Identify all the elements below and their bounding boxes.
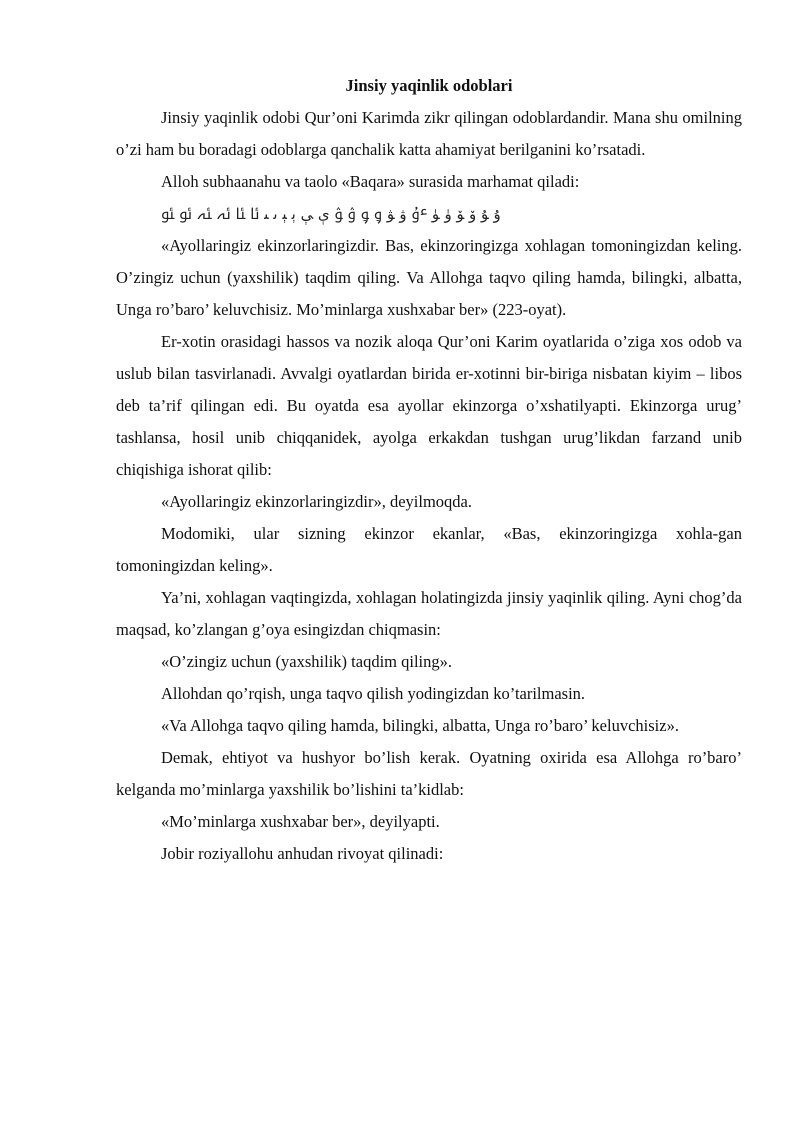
paragraph: Demak, ehtiyot va hushyor bo’lish kerak. Oyatning oxirida esa Allohga ro’baro’ kelganda mo’minlarga yaxshilik bo’lishini ta’kidlab: bbox=[116, 748, 742, 799]
paragraph: Jobir roziyallohu anhudan rivoyat qilinadi: bbox=[161, 844, 444, 863]
paragraph: Modomiki, ular sizning ekinzor ekanlar, «Bas, ekinzoringizga xohla-gan tomoningizdan keling». bbox=[116, 524, 742, 575]
paragraph: Alloh subhaanahu va taolo «Baqara» surasida marhamat qiladi: bbox=[161, 172, 580, 191]
paragraph: Allohdan qo’rqish, unga taqvo qilish yodingizdan ko’tarilmasin. bbox=[161, 684, 586, 703]
document-page bbox=[116, 70, 742, 870]
paragraph: Jinsiy yaqinlik odobi Qur’oni Karimda zikr qilingan odoblardandir. Mana shu omilning o’zi ham bu boradagi odoblarga qanchalik katta ahamiyat berilganini ko’rsatadi. bbox=[116, 108, 742, 159]
paragraph: «Ayollaringiz ekinzorlaringizdir. Bas, ekinzoringizga xohlagan tomoningizdan keling. O’zingiz uchun (yaxshilik) taqdim qiling. Va Allohga taqvo qiling hamda, bilingki, albatta, Unga ro’baro’ keluvchisiz. Mo’minlarga xushxabar ber» (223-oyat). bbox=[116, 236, 742, 319]
paragraph: «Mo’minlarga xushxabar ber», deyilyapti. bbox=[161, 812, 440, 831]
paragraph: «O’zingiz uchun (yaxshilik) taqdim qiling». bbox=[161, 652, 452, 671]
paragraph: «Va Allohga taqvo qiling hamda, bilingki, albatta, Unga ro’baro’ keluvchisiz». bbox=[161, 716, 679, 735]
quran-verse-arabic: ﯗ ﯘ ﯙ ﯚ ﯛ ﯜ ﯝ ﯞ ﯟ ﯠ ﯡ ﯢ ﯣ ﯤ ﯥ ﯦ ﯧ ﯨ ﯩ ﯪ ﯫ ﯬ ﯭ ﯮ ﯯ bbox=[161, 205, 501, 223]
paragraph: Ya’ni, xohlagan vaqtingizda, xohlagan holatingizda jinsiy yaqinlik qiling. Ayni chog’da maqsad, ko’zlangan g’oya esingizdan chiqmasin: bbox=[116, 588, 742, 639]
document-title: Jinsiy yaqinlik odoblari bbox=[345, 76, 513, 95]
paragraph: «Ayollaringiz ekinzorlaringizdir», deyilmoqda. bbox=[161, 492, 472, 511]
paragraph: Er-xotin orasidagi hassos va nozik aloqa Qur’oni Karim oyatlarida o’ziga xos odob va uslub bilan tasvirlanadi. Avvalgi oyatlardan birida er-xotinni bir-biriga nisbatan kiyim – libos deb ta’rif qilingan edi. Bu oyatda esa ayollar ekinzorga o’xshatilyapti. Ekinzorga urug’ tashlansa, hosil unib chiqqanidek, ayolga erkakdan tushgan urug’likdan farzand unib chiqishiga ishorat qilib: bbox=[116, 332, 742, 479]
